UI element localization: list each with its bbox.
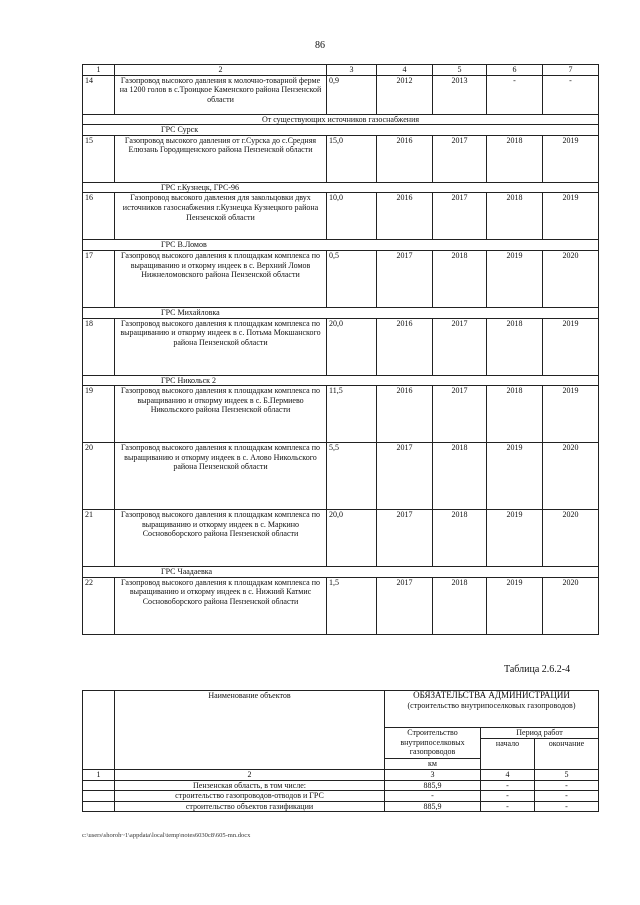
section-title: От существующих источников газоснабжения — [83, 114, 599, 125]
year-1: 2016 — [377, 386, 433, 443]
object-name: Газопровод высокого давления к площадкам комплекса по выращиванию и откорму индеек в с. Алово Никольского района Пензенской области — [115, 443, 327, 510]
year-1: 2017 — [377, 250, 433, 307]
length-km: 20,0 — [327, 510, 377, 567]
length-km: 11,5 — [327, 386, 377, 443]
column-number-4: 4 — [377, 65, 433, 76]
source-header-row — [83, 125, 599, 136]
row-number: 18 — [83, 318, 115, 375]
year-3: 2019 — [487, 250, 543, 307]
table-row — [83, 443, 599, 510]
source-header-row — [83, 240, 599, 251]
column-numbers-row — [83, 65, 599, 76]
table-row-no — [83, 791, 115, 802]
year-3: 2018 — [487, 386, 543, 443]
year-2: 2018 — [433, 510, 487, 567]
length-km: 5,5 — [327, 443, 377, 510]
column-number-6: 6 — [487, 65, 543, 76]
length-km: 15,0 — [327, 135, 377, 182]
table-row-start: - — [481, 791, 535, 802]
year-1: 2017 — [377, 510, 433, 567]
header-start: начало — [481, 738, 535, 769]
row-number: 22 — [83, 577, 115, 634]
row-number: 21 — [83, 510, 115, 567]
length-km: 0,9 — [327, 75, 377, 114]
obligations-subtitle: (строительство внутрипоселковых газопроводов) — [407, 700, 576, 710]
year-2: 2018 — [433, 577, 487, 634]
table-row-end: - — [535, 791, 599, 802]
source-title: ГРС г.Кузнецк, ГРС-96 — [83, 182, 599, 193]
column-number-2: 2 — [115, 65, 327, 76]
year-3: 2019 — [487, 510, 543, 567]
table-row-name: строительство объектов газификации — [115, 801, 385, 812]
year-1: 2017 — [377, 577, 433, 634]
year-3: 2018 — [487, 135, 543, 182]
header-number — [83, 691, 115, 770]
year-1: 2016 — [377, 135, 433, 182]
year-4: 2019 — [543, 386, 599, 443]
table-row-name: строительство газопроводов-отводов и ГРС — [115, 791, 385, 802]
source-title: ГРС В.Ломов — [83, 240, 599, 251]
source-title: ГРС Сурск — [83, 125, 599, 136]
table-row-length: - — [385, 791, 481, 802]
column-number-7: 7 — [543, 65, 599, 76]
header-construction — [385, 728, 481, 770]
object-name: Газопровод высокого давления к площадкам комплекса по выращиванию и откорму индеек в с. Нижний Катмис Сосновоборского района Пензенской области — [115, 577, 327, 634]
object-name: Газопровод высокого давления к площадкам комплекса по выращиванию и откорму индеек в с. Потьма Мокшанского района Пензенской области — [115, 318, 327, 375]
row-number: 20 — [83, 443, 115, 510]
year-4: - — [543, 75, 599, 114]
construction-label: Строительство внутрипоселковых газопроводов — [400, 728, 465, 757]
year-3: 2018 — [487, 193, 543, 240]
administration-obligations-table — [82, 690, 599, 812]
length-km: 20,0 — [327, 318, 377, 375]
year-1: 2016 — [377, 193, 433, 240]
table-row-end: - — [535, 780, 599, 791]
header-end: окончание — [535, 738, 599, 769]
year-2: 2017 — [433, 193, 487, 240]
year-4: 2019 — [543, 193, 599, 240]
year-2: 2013 — [433, 75, 487, 114]
length-km: 0,5 — [327, 250, 377, 307]
table-row — [83, 318, 599, 375]
object-name: Газопровод высокого давления от г.Сурска до с.Средняя Елюзань Городищенского района Пензенской области — [115, 135, 327, 182]
year-4: 2019 — [543, 318, 599, 375]
length-km: 10,0 — [327, 193, 377, 240]
source-header-row — [83, 375, 599, 386]
year-2: 2018 — [433, 250, 487, 307]
object-name: Газопровод высокого давления к площадкам комплекса по выращиванию и откорму индеек в с. Верхний Ломов Нижнеломовского района Пензенской области — [115, 250, 327, 307]
year-2: 2017 — [433, 386, 487, 443]
year-1: 2016 — [377, 318, 433, 375]
year-2: 2017 — [433, 318, 487, 375]
row-number: 16 — [83, 193, 115, 240]
column-number-5: 5 — [433, 65, 487, 76]
table-row-name: Пензенская область, в том числе: — [115, 780, 385, 791]
row-number: 17 — [83, 250, 115, 307]
table-row — [83, 193, 599, 240]
source-header-row — [83, 307, 599, 318]
table-row — [83, 577, 599, 634]
source-title: ГРС Никольск 2 — [83, 375, 599, 386]
object-name: Газопровод высокого давления к площадкам комплекса по выращиванию и откорму индеек в с. Б.Пермиево Никольского района Пензенской области — [115, 386, 327, 443]
year-3: 2019 — [487, 443, 543, 510]
row-number: 14 — [83, 75, 115, 114]
source-title: ГРС Михайловка — [83, 307, 599, 318]
object-name: Газопровод высокого давления к площадкам комплекса по выращиванию и откорму индеек в с. Маркино Сосновоборского района Пензенской области — [115, 510, 327, 567]
object-name: Газопровод высокого давления для закольцовки двух источников газоснабжения г.Кузнецка Кузнецкого района Пензенской области — [115, 193, 327, 240]
source-header-row — [83, 567, 599, 578]
table-row-length: 885,9 — [385, 801, 481, 812]
col-number-5: 5 — [535, 770, 599, 781]
table-row-length: 885,9 — [385, 780, 481, 791]
obligations-title: ОБЯЗАТЕЛЬСТВА АДМИНИСТРАЦИИ — [413, 690, 570, 700]
year-1: 2012 — [377, 75, 433, 114]
year-4: 2019 — [543, 135, 599, 182]
header-objects-name: Наименование объектов — [115, 691, 385, 770]
table-row-start: - — [481, 780, 535, 791]
objects-schedule-table — [82, 64, 599, 635]
source-title: ГРС Чаадаевка — [83, 567, 599, 578]
object-name: Газопровод высокого давления к молочно-товарной ферме на 1200 голов в с.Троицкое Каменского района Пензенской области — [115, 75, 327, 114]
year-2: 2018 — [433, 443, 487, 510]
year-3: - — [487, 75, 543, 114]
table-row-no — [83, 780, 115, 791]
year-2: 2017 — [433, 135, 487, 182]
table-row-start: - — [481, 801, 535, 812]
header-obligations — [385, 691, 599, 728]
row-number: 15 — [83, 135, 115, 182]
year-4: 2020 — [543, 510, 599, 567]
year-4: 2020 — [543, 577, 599, 634]
document-path: c:\users\shoroh~1\appdata\local\temp\notes6030c8\605-mn.docx — [82, 832, 251, 839]
header-period: Период работ — [481, 728, 599, 739]
year-3: 2019 — [487, 577, 543, 634]
col-number-3: 3 — [385, 770, 481, 781]
col-number-2: 2 — [115, 770, 385, 781]
table-row — [83, 386, 599, 443]
page-number: 86 — [315, 40, 325, 51]
table-row — [83, 135, 599, 182]
section-header-row — [83, 114, 599, 125]
col-number-4: 4 — [481, 770, 535, 781]
year-4: 2020 — [543, 443, 599, 510]
unit-label: км — [385, 758, 480, 769]
table-row — [83, 250, 599, 307]
row-number: 19 — [83, 386, 115, 443]
year-1: 2017 — [377, 443, 433, 510]
year-3: 2018 — [487, 318, 543, 375]
table-row-end: - — [535, 801, 599, 812]
length-km: 1,5 — [327, 577, 377, 634]
col-number-1: 1 — [83, 770, 115, 781]
year-4: 2020 — [543, 250, 599, 307]
column-number-1: 1 — [83, 65, 115, 76]
table-row — [83, 510, 599, 567]
table-row-no — [83, 801, 115, 812]
source-header-row — [83, 182, 599, 193]
table-caption: Таблица 2.6.2-4 — [504, 664, 571, 675]
table-row — [83, 75, 599, 114]
column-number-3: 3 — [327, 65, 377, 76]
